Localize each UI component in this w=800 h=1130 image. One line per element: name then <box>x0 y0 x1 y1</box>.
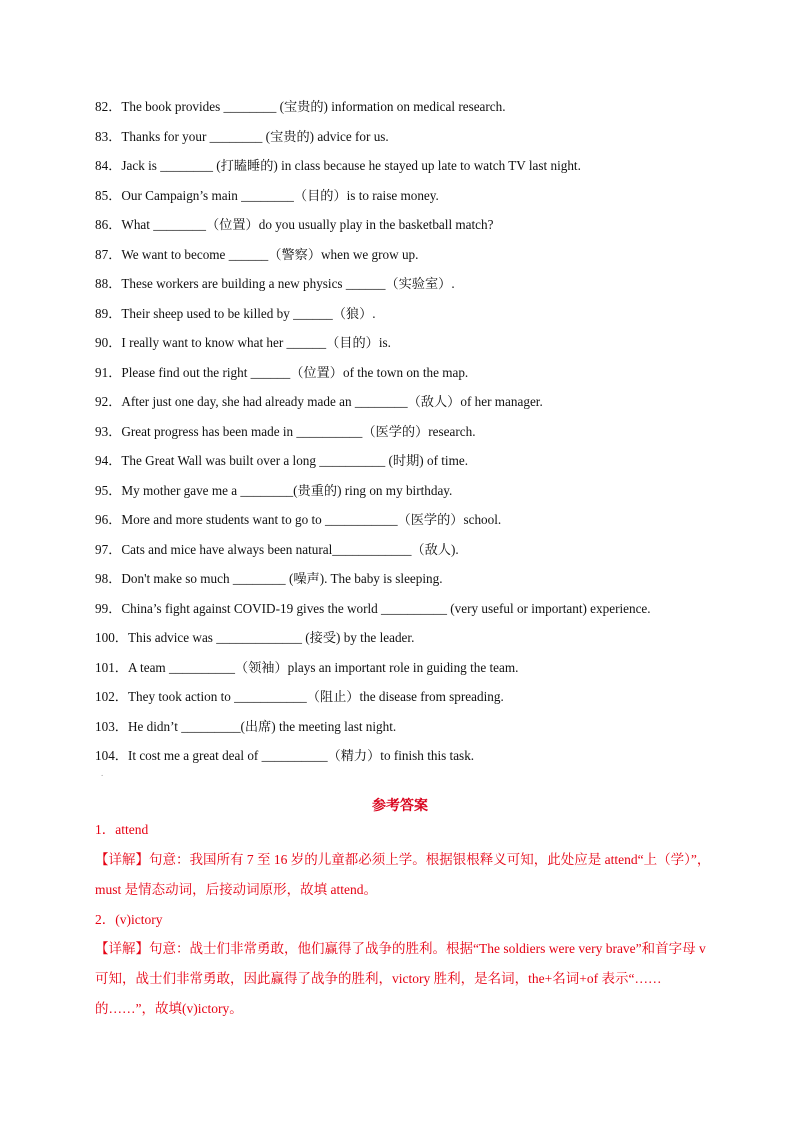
question-item: 83．Thanks for your ________ (宝贵的) advice for us. <box>95 128 389 144</box>
answer-2-detail: 【详解】句意：战士们非常勇敢，他们赢得了战争的胜利。根据“The soldiers were very brave”和首字母 v 可知，战士们非常勇敢，因此赢得了战争的胜利，victory 胜利，是名词，the+名词+of 表示“……的……”，故填(v)ictory。 <box>95 941 706 1016</box>
question-item: 87．We want to become ______（警察）when we grow up. <box>95 246 419 262</box>
question-item: 100．This advice was _____________ (接受) by the leader. <box>95 630 415 645</box>
answer-2: 2．(v)ictory <box>95 911 163 927</box>
question-item: 95．My mother gave me a ________(贵重的) ring on my birthday. <box>95 482 453 498</box>
question-item: 101．A team __________（领袖）plays an important role in guiding the team. <box>95 659 519 675</box>
question-item: 92．After just one day, she had already made an ________（敌人）of her manager. <box>95 394 543 409</box>
question-list <box>95 92 735 771</box>
question-item: 85．Our Campaign’s main ________（目的）is to raise money. <box>95 187 439 203</box>
question-item: 96．More and more students want to go to ___________（医学的）school. <box>95 512 502 527</box>
question-item: 94．The Great Wall was built over a long __________ (时期) of time. <box>95 453 468 468</box>
question-item: 90．I really want to know what her ______（目的）is. <box>95 335 391 350</box>
paragraph-mark: . <box>101 768 104 778</box>
question-item: 102．They took action to ___________（阻止）the disease from spreading. <box>95 689 504 704</box>
question-item: 93．Great progress has been made in __________（医学的）research. <box>95 423 476 439</box>
question-item: 84．Jack is ________ (打瞌睡的) in class because he stayed up late to watch TV last night. <box>95 158 581 173</box>
answer-section <box>95 815 715 1024</box>
question-item: 88．These workers are building a new physics ______（实验室）. <box>95 276 455 291</box>
answer-1: 1．attend <box>95 822 149 837</box>
answer-section-title: 参考答案 <box>372 799 428 814</box>
question-item: 99．China’s fight against COVID-19 gives the world __________ (very useful or important) experience. <box>95 600 651 616</box>
question-item: 104．It cost me a great deal of __________（精力）to finish this task. <box>95 748 475 763</box>
question-item: 89．Their sheep used to be killed by ______（狼）. <box>95 305 376 321</box>
question-item: 86．What ________（位置）do you usually play in the basketball match? <box>95 217 494 232</box>
question-item: 103．He didn’t _________(出席) the meeting last night. <box>95 718 397 734</box>
question-item: 82．The book provides ________ (宝贵的) information on medical research. <box>95 99 506 114</box>
question-item: 97．Cats and mice have always been natural____________（敌人). <box>95 541 459 557</box>
question-item: 91．Please find out the right ______（位置）of the town on the map. <box>95 364 469 380</box>
answer-1-detail: 【详解】句意：我国所有 7 至 16 岁的儿童都必须上学。根据银根释义可知，此处应是 attend“上（学）”，must 是情态动词，后接动词原形，故填 attend。 <box>95 851 711 897</box>
question-item: 98．Don't make so much ________ (噪声). The baby is sleeping. <box>95 571 443 586</box>
